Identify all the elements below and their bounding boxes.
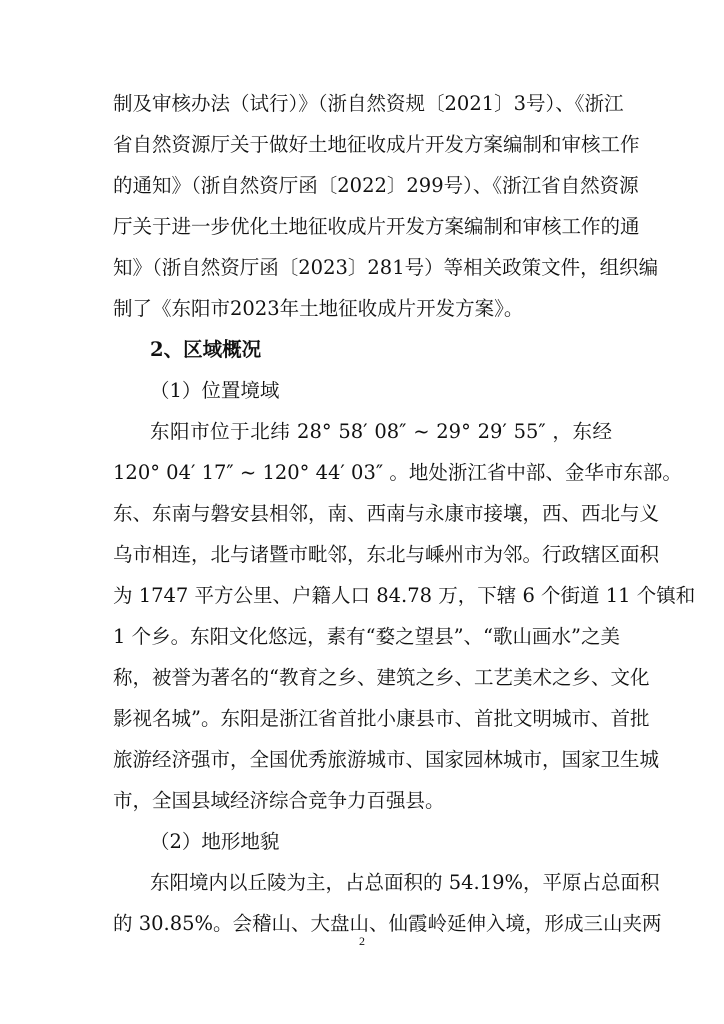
paragraph2-line: 称，被誉为著名的“教育之乡、建筑之乡、工艺美术之乡、文化 <box>113 666 650 689</box>
paragraph3-line: 的 30.85%。会稽山、大盘山、仙霞岭延伸入境，形成三山夹两 <box>113 912 662 935</box>
paragraph2-line: 120° 04′ 17″ ~ 120° 44′ 03″ 。地处浙江省中部、金华市东部。 <box>113 461 682 484</box>
subsection-heading: （1）位置境域 <box>150 379 280 402</box>
paragraph2-line: 乌市相连，北与诸暨市毗邻，东北与嵊州市为邻。行政辖区面积 <box>113 543 660 566</box>
paragraph2-line: 旅游经济强市，全国优秀旅游城市、国家园林城市，国家卫生城 <box>113 748 660 771</box>
paragraph2-line: 为 1747 平方公里、户籍人口 84.78 万，下辖 6 个街道 11 个镇和 <box>113 584 696 607</box>
paragraph2-line: 市，全国县域经济综合竞争力百强县。 <box>113 789 445 812</box>
section-heading: 2、区域概况 <box>150 338 262 361</box>
subsection-heading: （2）地形地貌 <box>150 830 280 853</box>
paragraph1-line: 制了《东阳市2023年土地征收成片开发方案》。 <box>113 297 524 320</box>
paragraph3-line: 东阳境内以丘陵为主，占总面积的 54.19%，平原占总面积 <box>150 871 660 894</box>
paragraph2-line: 东、东南与磐安县相邻，南、西南与永康市接壤，西、西北与义 <box>113 502 660 525</box>
paragraph1-line: 省自然资源厅关于做好土地征收成片开发方案编制和审核工作 <box>113 133 640 156</box>
paragraph1-line: 知》（浙自然资厅函〔2023〕281号）等相关政策文件，组织编 <box>113 256 659 279</box>
paragraph2-line: 东阳市位于北纬 28° 58′ 08″ ~ 29° 29′ 55″ ，东经 <box>150 420 612 443</box>
paragraph2-line: 影视名城”。东阳是浙江省首批小康县市、首批文明城市、首批 <box>113 707 650 730</box>
paragraph1-line: 厅关于进一步优化土地征收成片开发方案编制和审核工作的通 <box>113 215 640 238</box>
paragraph1-line: 的通知》（浙自然资厅函〔2022〕299号）、《浙江省自然资源 <box>113 174 639 197</box>
paragraph2-line: 1 个乡。东阳文化悠远，素有“婺之望县”、“歌山画水”之美 <box>113 625 620 648</box>
paragraph1-line: 制及审核办法（试行）》（浙自然资规〔2021〕3号）、《浙江 <box>113 92 624 115</box>
page-number: 2 <box>359 934 365 948</box>
